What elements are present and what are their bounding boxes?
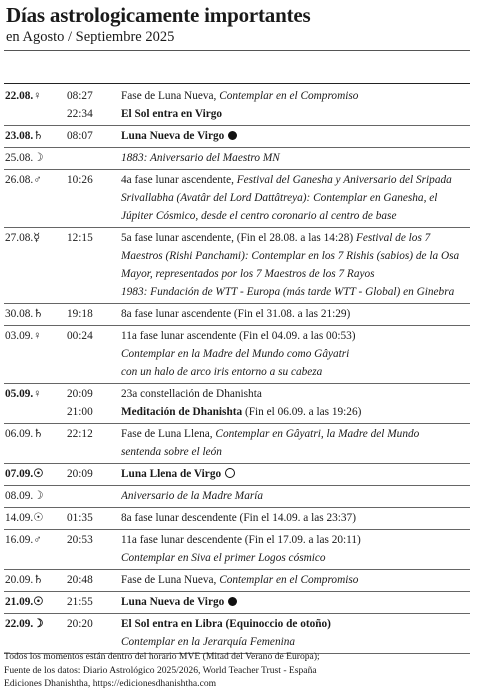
footer-source: Fuente de los datos: Diario Astrológico 2025/2026, World Teacher Trust - España: [4, 664, 317, 676]
event-text: Contemplar en la Madre del Mundo como Gâyatri: [121, 348, 350, 360]
event-text: Maestros (Rishi Panchami): Contemplar en los 7 Rishis (sabios) de la Osa: [121, 250, 460, 262]
event-row: [4, 549, 470, 567]
event-time: 08:07: [67, 130, 93, 142]
event-text: Contemplar en la Jerarquía Femenina: [121, 636, 296, 648]
event-group: [4, 148, 470, 170]
footer-publisher: Ediciones Dhanishtha, https://edicionesdhanishtha.com: [4, 678, 217, 690]
event-date-cell: [4, 345, 67, 363]
event-row: [4, 189, 470, 207]
event-text: 5a fase lunar ascendente, (Fin el 28.08. a las 14:28): [121, 232, 356, 244]
event-description: [121, 345, 470, 363]
event-date-cell: [4, 593, 67, 611]
event-description: [121, 633, 470, 651]
event-description: [121, 385, 470, 403]
event-time: 10:26: [67, 174, 93, 186]
page-subtitle: en Agosto / Septiembre 2025: [6, 29, 175, 45]
event-text: (Fin el 06.09. a las 19:26): [242, 406, 362, 418]
event-text: 11a fase lunar ascendente (Fin el 04.09. a las 00:53): [121, 330, 356, 342]
event-description: [121, 465, 470, 483]
event-description: [121, 509, 470, 527]
event-group: [4, 570, 470, 592]
event-text: Fase de Luna Llena,: [121, 428, 216, 440]
event-date-cell: [4, 305, 67, 323]
event-date-cell: [4, 443, 67, 461]
event-date-cell: [4, 189, 67, 207]
event-description: [121, 403, 470, 421]
new-moon-icon: [228, 131, 237, 140]
footer: [4, 650, 476, 691]
table-top-rule: [4, 83, 470, 84]
event-description: [121, 327, 470, 345]
event-date-cell: [4, 633, 67, 651]
event-time: [67, 265, 121, 283]
event-row: [4, 345, 470, 363]
event-description: [121, 571, 470, 589]
planet-symbol: ♄: [33, 428, 44, 440]
event-date: 06.09.: [5, 428, 34, 440]
planet-symbol: ☿: [33, 232, 41, 244]
event-date-cell: [4, 171, 67, 189]
event-date-cell: [4, 465, 67, 483]
event-row: [4, 105, 470, 123]
event-time: [67, 443, 121, 461]
event-time: 21:00: [67, 406, 93, 418]
event-row: [4, 229, 470, 247]
event-row: [4, 425, 470, 443]
event-text: con un halo de arco iris entorno a su cabeza: [121, 366, 323, 378]
planet-symbol: ♀: [33, 388, 42, 400]
event-date-cell: [4, 105, 67, 123]
event-text: Luna Nueva de Virgo: [121, 130, 225, 142]
planet-symbol: ♄: [33, 130, 44, 142]
event-date-cell: [4, 149, 67, 167]
event-text: 1983: Fundación de WTT - Europa (más tarde WTT - Global) en Ginebra: [121, 286, 455, 298]
event-time: [67, 207, 121, 225]
event-date-cell: [4, 207, 67, 225]
event-description: [121, 265, 470, 283]
event-date-cell: [4, 615, 67, 633]
event-text: 8a fase lunar descendente (Fin el 14.09. a las 23:37): [121, 512, 356, 524]
event-text: 4a fase lunar ascendente,: [121, 174, 237, 186]
event-description: [121, 363, 470, 381]
event-row: [4, 509, 470, 527]
event-row: [4, 149, 470, 167]
event-date-cell: [4, 265, 67, 283]
event-text: Júpiter Cósmico, desde el centro coronario al centro de base: [121, 210, 397, 222]
event-group: [4, 508, 470, 530]
event-text: 8a fase lunar ascendente (Fin el 31.08. a las 21:29): [121, 308, 351, 320]
planet-symbol: ♄: [33, 574, 44, 586]
event-text: El Sol entra en Libra (Equinoccio de otoño): [121, 618, 331, 630]
event-description: [121, 615, 470, 633]
event-text: 1883: Aniversario del Maestro MN: [121, 152, 280, 164]
event-text: 23a constellación de Dhanishta: [121, 388, 262, 400]
event-date: 27.08.: [5, 232, 34, 244]
planet-symbol: ☽: [33, 152, 44, 164]
event-description: [121, 207, 470, 225]
event-date-cell: [4, 87, 67, 105]
event-time: [67, 487, 121, 505]
event-text: Festival del Ganesha y Aniversario del Sripada: [236, 174, 452, 186]
planet-symbol: ☉: [33, 512, 44, 524]
event-row: [4, 531, 470, 549]
event-date: 23.08.: [5, 130, 34, 142]
event-group: [4, 530, 470, 570]
event-description: [121, 593, 470, 611]
event-date-cell: [4, 531, 67, 549]
planet-symbol: ☽: [33, 490, 44, 502]
event-date: 21.09.: [5, 596, 34, 608]
event-text: Contemplar en Siva el primer Logos cósmico: [121, 552, 326, 564]
event-row: [4, 127, 470, 145]
event-description: [121, 105, 470, 123]
event-date: 14.09.: [5, 512, 34, 524]
event-date: 07.09.: [5, 468, 34, 480]
event-row: [4, 87, 470, 105]
event-row: [4, 305, 470, 323]
event-text: Luna Llena de Virgo: [121, 468, 222, 480]
event-time: 00:24: [67, 330, 93, 342]
event-row: [4, 207, 470, 225]
event-description: [121, 283, 470, 301]
event-text: Contemplar en el Compromiso: [219, 90, 359, 102]
event-group: [4, 170, 470, 228]
event-row: [4, 465, 470, 483]
event-row: [4, 283, 470, 301]
title-divider: [4, 50, 470, 51]
event-date: 16.09.: [5, 534, 34, 546]
events-table: [4, 86, 470, 654]
event-time: 20:09: [67, 468, 93, 480]
event-row: [4, 171, 470, 189]
event-date: 25.08.: [5, 152, 34, 164]
event-group: [4, 464, 470, 486]
event-date-cell: [4, 283, 67, 301]
event-description: [121, 229, 470, 247]
planet-symbol: ☉: [33, 596, 44, 608]
event-text: Srivallabha (Avatâr del Lord Dattâtreya): Contemplar en Ganesha, el: [121, 192, 438, 204]
event-text: Fase de Luna Nueva,: [121, 574, 220, 586]
planet-symbol: ☽: [33, 618, 44, 630]
event-text: Contemplar en el Compromiso: [219, 574, 359, 586]
event-date: 26.08.: [5, 174, 34, 186]
footer-time-note: Todos los momentos están dentro del horario MVE (Mitad del Verano de Europa);: [4, 651, 320, 662]
planet-symbol: ♀: [33, 90, 42, 102]
event-date-cell: [4, 549, 67, 567]
event-time: [67, 283, 121, 301]
event-date: 08.09.: [5, 490, 34, 502]
event-group: [4, 486, 470, 508]
event-description: [121, 247, 470, 265]
event-time: [67, 633, 121, 651]
event-description: [121, 305, 470, 323]
planet-symbol: ♂: [33, 534, 42, 546]
event-time: 20:20: [67, 618, 93, 630]
event-description: [121, 127, 470, 145]
event-description: [121, 549, 470, 567]
full-moon-icon: [225, 468, 235, 478]
event-date-cell: [4, 571, 67, 589]
event-text: El Sol entra en Virgo: [121, 108, 223, 120]
event-date: 05.09.: [5, 388, 34, 400]
event-group: [4, 326, 470, 384]
event-group: [4, 126, 470, 148]
event-time: [67, 363, 121, 381]
event-time: 20:48: [67, 574, 93, 586]
page-title: Días astrologicamente importantes: [6, 3, 311, 27]
event-row: [4, 571, 470, 589]
event-group: [4, 304, 470, 326]
event-row: [4, 403, 470, 421]
event-text: Mayor, representados por los 7 Maestros de los 7 Rayos: [121, 268, 375, 280]
event-date: 30.08.: [5, 308, 34, 320]
event-group: [4, 384, 470, 424]
event-time: 12:15: [67, 232, 93, 244]
planet-symbol: ☉: [33, 468, 44, 480]
event-time: 22:12: [67, 428, 93, 440]
event-date-cell: [4, 229, 67, 247]
event-time: 21:55: [67, 596, 93, 608]
event-date: 20.09.: [5, 574, 34, 586]
event-row: [4, 443, 470, 461]
event-text: Fase de Luna Nueva,: [121, 90, 220, 102]
event-date: 03.09.: [5, 330, 34, 342]
event-date-cell: [4, 127, 67, 145]
event-time: 01:35: [67, 512, 93, 524]
event-date-cell: [4, 327, 67, 345]
event-time: [67, 247, 121, 265]
event-time: 08:27: [67, 90, 93, 102]
event-time: 22:34: [67, 108, 93, 120]
event-row: [4, 327, 470, 345]
event-description: [121, 149, 470, 167]
event-date-cell: [4, 363, 67, 381]
event-time: [67, 549, 121, 567]
event-description: [121, 189, 470, 207]
event-time: [67, 345, 121, 363]
event-description: [121, 425, 470, 443]
event-time: [67, 149, 121, 167]
event-time: 19:18: [67, 308, 93, 320]
planet-symbol: ♀: [33, 330, 42, 342]
event-row: [4, 385, 470, 403]
event-row: [4, 633, 470, 651]
event-time: [67, 189, 121, 207]
event-row: [4, 247, 470, 265]
event-description: [121, 171, 470, 189]
new-moon-icon: [228, 597, 237, 606]
event-text: 11a fase lunar descendente (Fin el 17.09. a las 20:11): [121, 534, 361, 546]
event-time: 20:53: [67, 534, 93, 546]
event-text: Aniversario de la Madre María: [121, 490, 264, 502]
event-time: 20:09: [67, 388, 93, 400]
event-date: 22.08.: [5, 90, 34, 102]
planet-symbol: ♄: [33, 308, 44, 320]
event-group: [4, 424, 470, 464]
event-date-cell: [4, 385, 67, 403]
event-group: [4, 228, 470, 304]
event-date: 22.09.: [5, 618, 34, 630]
event-row: [4, 593, 470, 611]
event-group: [4, 614, 470, 654]
event-text: Festival de los 7: [355, 232, 431, 244]
event-description: [121, 443, 470, 461]
event-text: Luna Nueva de Virgo: [121, 596, 225, 608]
event-description: [121, 87, 470, 105]
event-row: [4, 615, 470, 633]
event-date-cell: [4, 425, 67, 443]
event-text: Meditación de Dhanishta: [121, 406, 243, 418]
event-row: [4, 487, 470, 505]
event-group: [4, 592, 470, 614]
event-row: [4, 363, 470, 381]
event-group: [4, 86, 470, 126]
event-date-cell: [4, 403, 67, 421]
event-row: [4, 265, 470, 283]
planet-symbol: ♂: [33, 174, 42, 186]
event-description: [121, 487, 470, 505]
event-date-cell: [4, 247, 67, 265]
event-text: sentenda sobre el león: [121, 446, 222, 458]
event-description: [121, 531, 470, 549]
event-text: Contemplar en Gâyatri, la Madre del Mundo: [215, 428, 420, 440]
event-date-cell: [4, 509, 67, 527]
event-date-cell: [4, 487, 67, 505]
